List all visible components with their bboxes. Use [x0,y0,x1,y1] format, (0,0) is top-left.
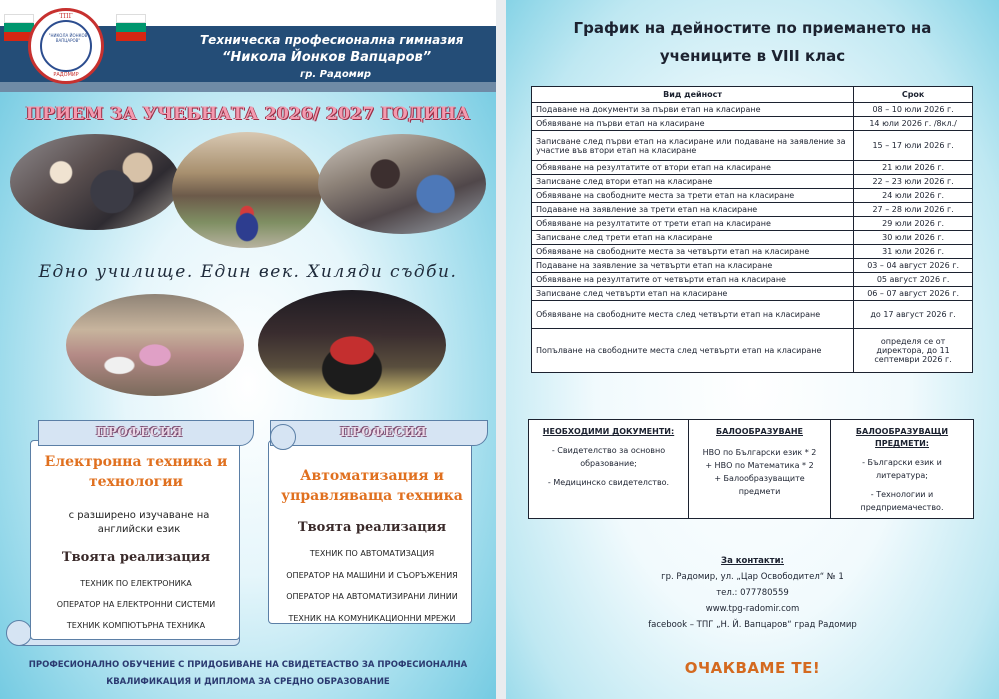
list-item: - Медицинско свидетелство. [547,478,670,487]
bulgarian-flag-icon [116,14,146,41]
photo-folk-dance [258,290,446,400]
realization-heading: Твоята реализация [61,550,211,565]
school-name-line2: “Никола Йонков Вапцаров” [222,50,432,65]
score-formation: БАЛООБРАЗУВАНЕ НВО по Български език * 2 + НВО по Математика * 2 + Балообразуващите предмети [689,420,831,518]
contact-facebook-link[interactable]: facebook – ТПГ „Н. Й. Вапцаров“ град Радомир [648,620,857,630]
job-item: ОПЕРАТОР НА ЕЛЕКТРОННИ СИСТЕМИ [56,600,216,609]
table-row: Подаване на заявление за четвърти етап на класиране 03 – 04 август 2026 г. [532,259,973,273]
table-header-row [532,87,973,103]
profession-name: Електронна техника и технологии [44,454,228,490]
column-header-activity: Вид дейност [532,87,854,103]
photo-school-building [172,132,322,248]
table-row: Обявяване на резултатите от трети етап на класиране 29 юли 2026 г. [532,217,973,231]
list-item: + Балообразуващите предмети [714,474,805,496]
requirements-box [528,419,974,519]
admission-title: ПРИЕМ ЗА УЧЕБНАТА 2026/ 2027 ГОДИНА [25,104,471,124]
page-gutter [496,0,506,699]
score-subjects: БАЛООБРАЗУВАЩИ ПРЕДМЕТИ: - Български език и литература; - Технологии и предприемачество. [831,420,973,518]
list-item: - Технологии и предприемачество. [860,490,944,512]
table-row: Подаване на заявление за трети етап на класиране 27 – 28 юли 2026 г. [532,203,973,217]
schedule-table [531,86,973,373]
realization-heading: Твоята реализация [297,520,447,535]
footer-note: ПРОФЕСИОНАЛНО ОБУЧЕНИЕ С ПРИДОБИВАНЕ НА СВИДЕТЕАСТВО ЗА ПРОФЕСИОНАЛНА КВАЛИФИКАЦИЯ И ДИПЛОМА ЗА СРЕДНО ОБРАЗОВАНИЕ [28,660,468,687]
school-motto: Едно училище. Един век. Хиляди съдби. [38,262,458,282]
column-header-deadline: Срок [854,87,973,103]
job-item: ОПЕРАТОР НА МАШИНИ И СЪОРЪЖЕНИЯ [286,571,458,580]
table-row: Подаване на документи за първи етап на класиране 08 – 10 юли 2026 г. [532,103,973,117]
list-item: НВО по Български език * 2 [702,448,817,457]
job-item: ТЕХНИК НА КОМУНИКАЦИОННИ МРЕЖИ [288,614,456,623]
closing-message: ОЧАКВАМЕ ТЕ! [684,659,821,677]
required-documents: НЕОБХОДИМИ ДОКУМЕНТИ: - Свидетелство за основно образование; - Медицинско свидетелство. [529,420,689,518]
table-row: Обявяване на първи етап на класиране 14 юли 2026 г. /8кл./ [532,117,973,131]
list-item: - Свидетелство за основно образование; [551,446,666,468]
logo-emblem-icon [40,20,92,72]
table-row: Записване след втори етап на класиране 22 – 23 юли 2026 г. [532,175,973,189]
profession-label: ПРОФЕСИЯ [96,425,183,439]
profession-label: ПРОФЕСИЯ [340,425,427,439]
contact-address: гр. Радомир, ул. „Цар Освободител“ № 1 [661,572,844,582]
job-item: ОПЕРАТОР НА АВТОМАТИЗИРАНИ ЛИНИИ [286,592,458,601]
school-name-line1: Техническа професионална гимназия [200,33,464,47]
photo-students-group [66,294,244,396]
contact-website-link[interactable]: www.tpg-radomir.com [705,604,800,614]
scroll-curl-icon [6,620,32,646]
table-row: Обявяване на свободните места за трети етап на класиране 24 юли 2026 г. [532,189,973,203]
contacts-block [506,553,999,633]
school-city: гр. Радомир [300,69,372,80]
job-item: ТЕХНИК ПО АВТОМАТИЗАЦИЯ [309,549,435,558]
list-item: + НВО по Математика * 2 [705,461,814,470]
table-row: Записване след трети етап на класиране 30 юли 2026 г. [532,231,973,245]
contacts-heading: За контакти: [721,556,784,566]
list-item: - Български език и литература; [862,458,942,480]
table-row: Попълване на свободните места след четвърти етап на класиране определя се от директора, до 11 септември 2026 г. [532,329,973,373]
job-item: ТЕХНИК КОМПЮТЪРНА ТЕХНИКА [66,621,206,630]
table-row: Записване след четвърти етап на класиране 06 – 07 август 2026 г. [532,287,973,301]
table-row: Обявяване на свободните места за четвърти етап на класиране 31 юли 2026 г. [532,245,973,259]
table-row: Обявяване на резултатите от четвърти етап на класиране 05 август 2026 г. [532,273,973,287]
schedule-title: График на дейностите по приемането на учениците в VIII клас [573,19,932,65]
photo-students-classroom [10,134,180,230]
header-banner [0,0,496,92]
table-row: Записване след първи етап на класиране или подаване на заявление за участие във втори етап на класиране 15 – 17 юли 2026 г. [532,131,973,161]
table-row: Обявяване на резултатите от втори етап на класиране 21 юли 2026 г. [532,161,973,175]
profession-extra: с разширено изучаване на английски език [68,510,210,535]
contact-phone: тел.: 077780559 [716,588,789,598]
school-logo: ТПГ "НИКОЛА ЙОНКОВ ВАПЦАРОВ" РАДОМИР [28,8,104,84]
job-item: ТЕХНИК ПО ЕЛЕКТРОНИКА [80,579,192,588]
photo-students-lab [318,134,486,234]
profession-name: Автоматизация и управляваща техника [281,468,463,504]
table-row: Обявяване на свободните места след четвърти етап на класиране до 17 август 2026 г. [532,301,973,329]
scroll-curl-icon [270,424,296,450]
